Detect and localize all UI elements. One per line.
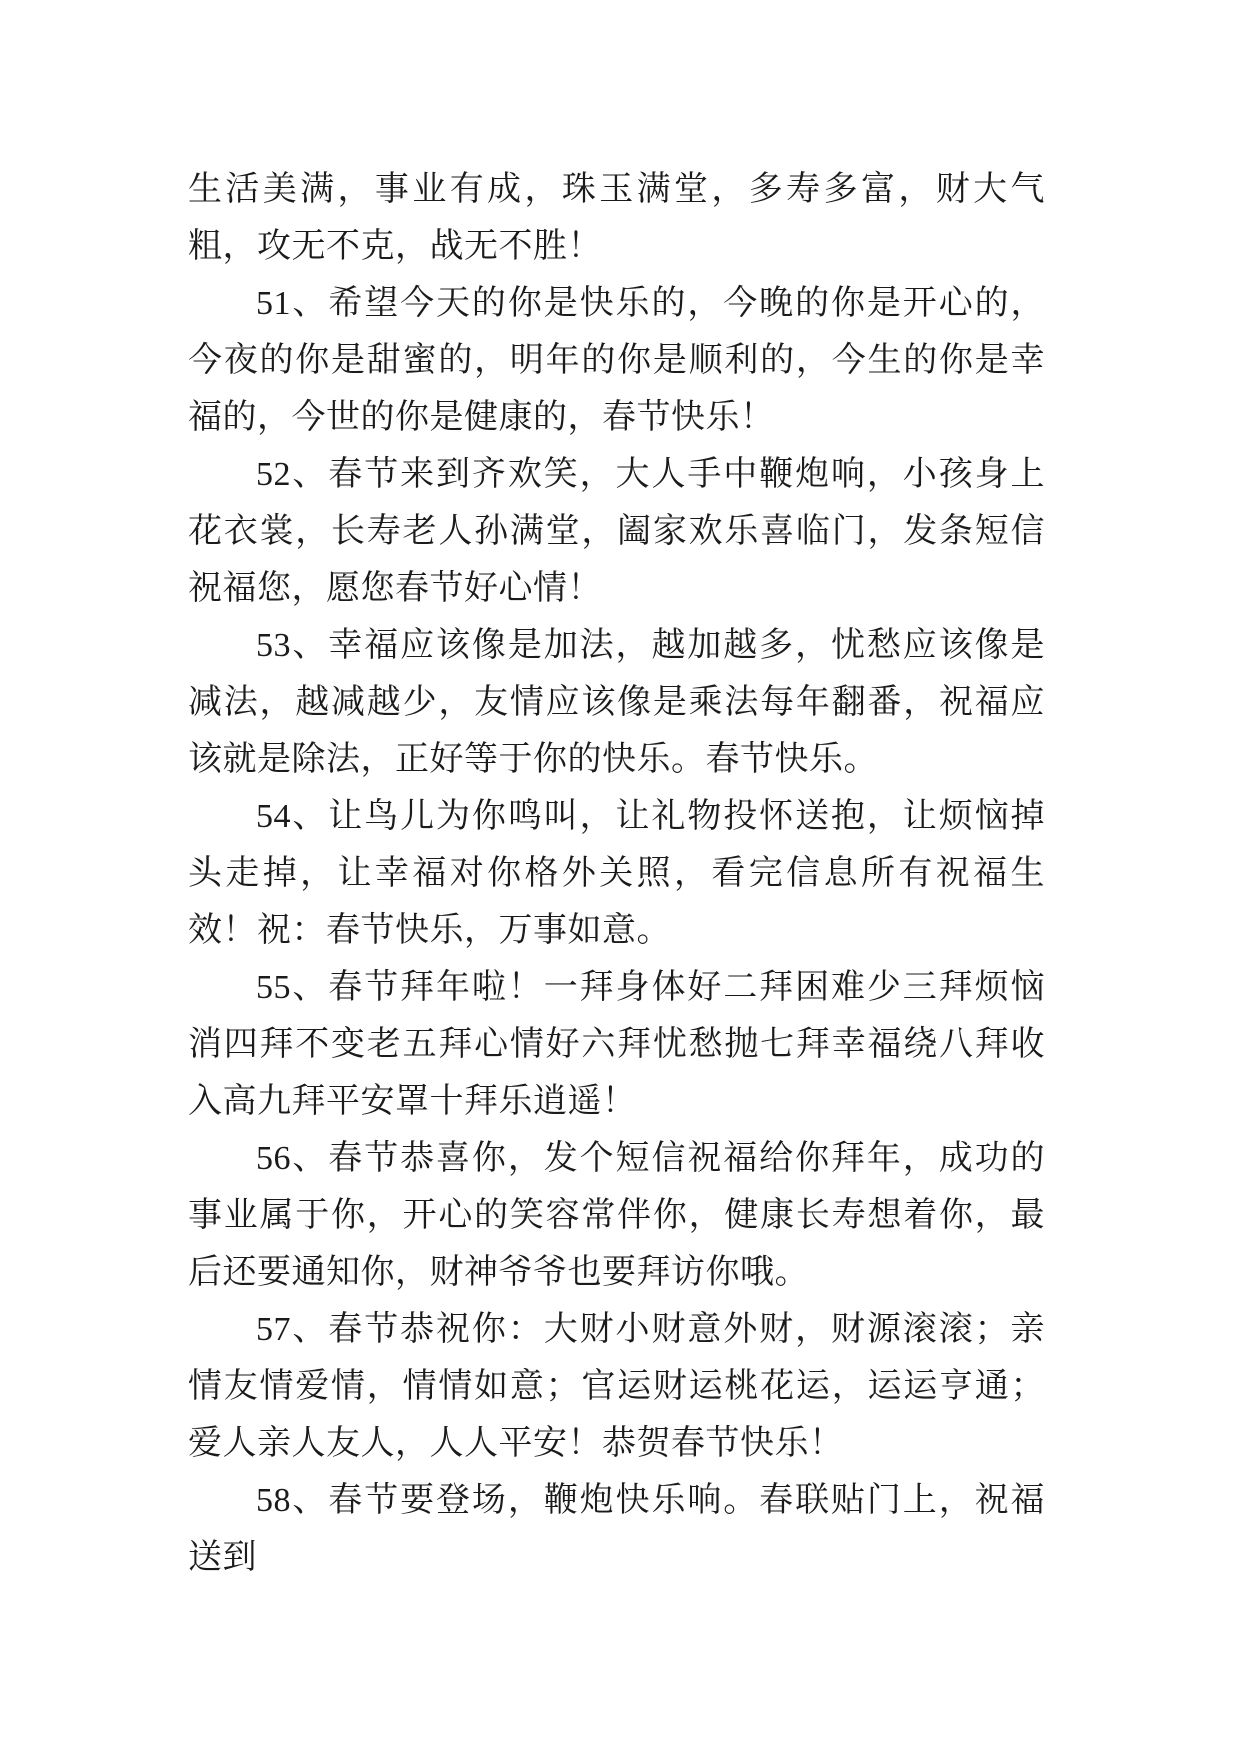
greeting-paragraph-54: 54、让鸟儿为你鸣叫，让礼物投怀送抱，让烦恼掉头走掉，让幸福对你格外关照，看完信息所有祝福生效！祝：春节快乐，万事如意。 xyxy=(188,798,1045,949)
greeting-paragraph-50-continuation: 生活美满，事业有成，珠玉满堂，多寿多富，财大气粗，攻无不克，战无不胜！ xyxy=(188,171,1045,265)
greeting-paragraph-53: 53、幸福应该像是加法，越加越多，忧愁应该像是减法，越减越少，友情应该像是乘法每年翻番，祝福应该就是除法，正好等于你的快乐。春节快乐。 xyxy=(188,627,1045,778)
greeting-paragraph-56: 56、春节恭喜你，发个短信祝福给你拜年，成功的事业属于你，开心的笑容常伴你，健康长寿想着你，最后还要通知你，财神爷爷也要拜访你哦。 xyxy=(188,1140,1045,1291)
greeting-paragraph-58: 58、春节要登场，鞭炮快乐响。春联贴门上，祝福送到 xyxy=(188,1482,1045,1576)
greeting-paragraph-52: 52、春节来到齐欢笑，大人手中鞭炮响，小孩身上花衣裳，长寿老人孙满堂，阖家欢乐喜临门，发条短信祝福您，愿您春节好心情！ xyxy=(188,456,1045,607)
greeting-paragraph-55: 55、春节拜年啦！一拜身体好二拜困难少三拜烦恼消四拜不变老五拜心情好六拜忧愁抛七拜幸福绕八拜收入高九拜平安罩十拜乐逍遥！ xyxy=(188,969,1045,1120)
greeting-paragraph-51: 51、希望今天的你是快乐的，今晚的你是开心的，今夜的你是甜蜜的，明年的你是顺利的，今生的你是幸福的，今世的你是健康的，春节快乐！ xyxy=(188,285,1045,436)
greeting-paragraph-57: 57、春节恭祝你：大财小财意外财，财源滚滚；亲情友情爱情，情情如意；官运财运桃花运，运运亨通；爱人亲人友人，人人平安！恭贺春节快乐！ xyxy=(188,1311,1045,1462)
